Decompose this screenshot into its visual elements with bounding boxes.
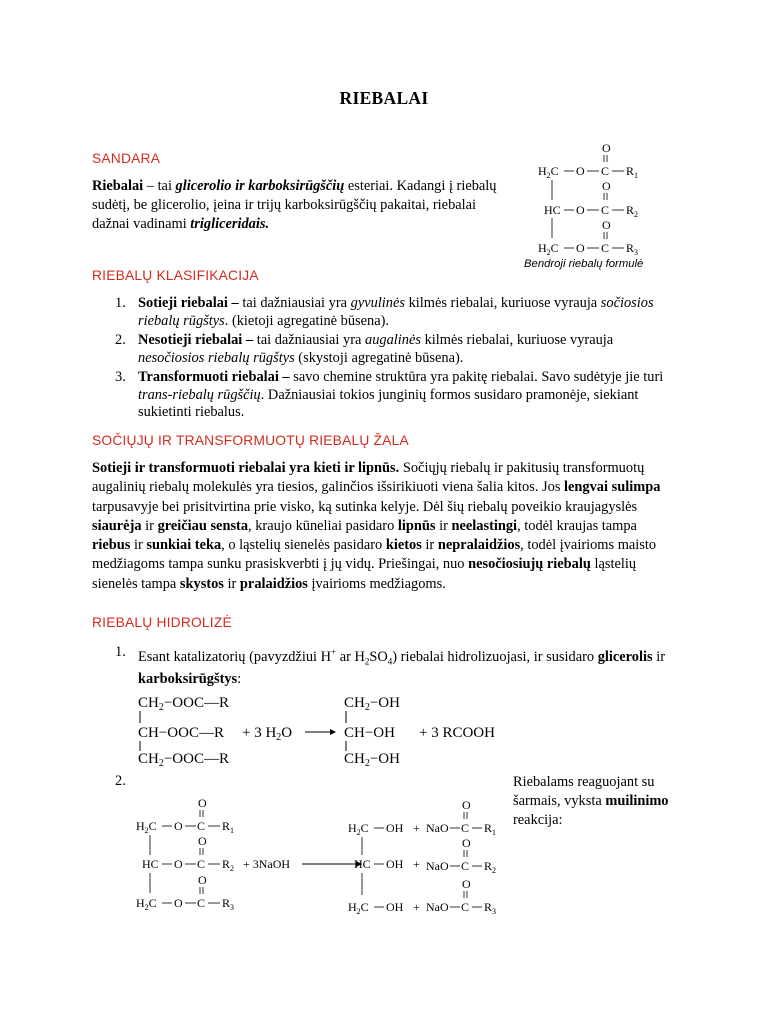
svg-text:CH−OOC—R: CH−OOC—R	[138, 725, 224, 741]
svg-text:HC: HC	[354, 857, 371, 871]
hydrolysis-reaction-acid	[130, 690, 510, 770]
heading-sandara: SANDARA	[92, 151, 161, 166]
svg-text:C: C	[461, 859, 470, 873]
svg-text:O: O	[462, 836, 471, 850]
svg-text:O: O	[462, 877, 471, 891]
carbonyl-o: O	[602, 141, 611, 155]
sandara-paragraph: Riebalai – tai glicerolio ir karboksirūgščių esteriai. Kadangi į riebalų sudėtį, be glicerolio, įeina ir trijų karboksirūgščių pakaitai, riebalai dažnai vadinami trigliceridais.	[92, 178, 497, 233]
svg-text:H2C: $H_2C$	[538, 164, 559, 180]
svg-text:+: +	[413, 900, 420, 914]
heading-zala: SOČIŲJŲ IR TRANSFORMUOTŲ RIEBALŲ ŽALA	[92, 433, 409, 448]
svg-text:C: C	[197, 819, 206, 833]
svg-text:O: O	[198, 834, 207, 848]
svg-text:+ 3 H2O: + 3 $H_2O$	[242, 725, 293, 743]
formula-row-2	[544, 179, 638, 219]
svg-text:O: O	[462, 798, 471, 812]
svg-text:NaO: NaO	[426, 821, 449, 835]
svg-text:O: O	[576, 241, 585, 255]
list-item: 2. Nesotieji riebalai – tai dažniausiai yra augalinės kilmės riebalai, kuriuose vyrauja nesočiosios riebalų rūgštys (skystoji agregatinė būsena).	[115, 332, 614, 366]
svg-text:O: O	[174, 896, 183, 910]
svg-text:HC: HC	[142, 857, 159, 871]
svg-text:OH: OH	[386, 821, 404, 835]
svg-text:H2C: $H_2C$	[348, 900, 369, 916]
zala-paragraph: Sotieji ir transformuoti riebalai yra kieti ir lipnūs. Sočiųjų riebalų ir pakitusių transformuotų augalinių riebalų molekulės yra tiesios, galinčios išsirikiuoti viena šalia kitos. Jos lengvai sulimpa tarpusavyje bei prisitvirtina prie visko, ką sutinka kelyje. Dėl šių riebalų poveikio kraujagyslės siaurėja ir greičiau sensta, kraujo kūneliai pasidaro lipnūs ir neelastingi, todėl kraujas tampa riebus ir sunkiai teka, o ląstelių sienelės pasidaro kietos ir nepralaidžios, todėl įvairioms maisto medžiagoms tampa sunku prasiskverbti į jų vidų. Priešingai, nuo nesočiosiujų riebalų ląstelių sienelės tampa skystos ir pralaidžios įvairioms medžiagoms.	[92, 460, 661, 592]
svg-text:+ 3 RCOOH: + 3 RCOOH	[419, 725, 495, 741]
hydrolysis-item-2-text: Riebalams reaguojant su šarmais, vyksta muilinimo reakcija:	[513, 774, 669, 828]
svg-text:C: C	[601, 203, 610, 217]
svg-text:R3: $R_3$	[626, 241, 639, 257]
svg-text:C: C	[461, 821, 470, 835]
svg-text:C: C	[461, 900, 470, 914]
formula-row-3	[538, 218, 638, 257]
svg-text:H2C: $H_2C$	[136, 896, 157, 912]
svg-text:+: +	[413, 857, 420, 871]
saponification-reaction	[130, 795, 510, 925]
svg-text:R1: $R_1$	[484, 821, 497, 837]
svg-text:CH−OH: CH−OH	[344, 725, 395, 741]
svg-text:O: O	[174, 819, 183, 833]
svg-text:OH: OH	[386, 857, 404, 871]
svg-text:H2C: $H_2C$	[136, 819, 157, 835]
svg-text:R1: $R_1$	[222, 819, 235, 835]
svg-text:O: O	[198, 873, 207, 887]
svg-text:CH2−OH: $CH_2-OH$	[344, 695, 400, 713]
svg-text:NaO: NaO	[426, 859, 449, 873]
svg-text:O: O	[198, 796, 207, 810]
svg-text:C: C	[197, 896, 206, 910]
svg-text:+: +	[413, 821, 420, 835]
svg-text:R3: $R_3$	[222, 896, 235, 912]
svg-text:H2C: $H_2C$	[538, 241, 559, 257]
svg-text:O: O	[602, 218, 611, 232]
svg-text:O: O	[602, 179, 611, 193]
figure-caption: Bendroji riebalų formulė	[524, 258, 644, 270]
svg-text:HC: HC	[544, 203, 561, 217]
triglyceride-formula-figure	[532, 140, 692, 275]
svg-text:CH2−OOC—R: $CH_2-OOC—R$	[138, 751, 229, 769]
formula-row-1	[538, 141, 638, 180]
svg-text:C: C	[601, 241, 610, 255]
classification-list	[90, 295, 680, 422]
svg-text:NaO: NaO	[426, 900, 449, 914]
svg-text:+ 3NaOH: + 3NaOH	[243, 857, 291, 871]
hydrolysis-item-1: 1. Esant katalizatorių (pavyzdžiui H+ ar $H_2SO_4$) riebalai hidrolizuojasi, ir susidaro glicerolis ir karboksirūgštys:	[115, 644, 665, 688]
list-item: 1. Sotieji riebalai – tai dažniausiai yra gyvulinės kilmės riebalai, kuriuose vyrauja sočiosios riebalų rūgštys. (kietoji agregatinė būsena).	[115, 295, 654, 329]
hydrolysis-item-2-num: 2.	[115, 773, 126, 789]
term-riebalai: Riebalai	[92, 178, 144, 194]
svg-text:OH: OH	[386, 900, 404, 914]
heading-hidrolize: RIEBALŲ HIDROLIZĖ	[92, 615, 232, 630]
svg-text:O: O	[576, 164, 585, 178]
svg-text:C: C	[197, 857, 206, 871]
svg-text:C: C	[601, 164, 610, 178]
svg-text:O: O	[576, 203, 585, 217]
page-title: RIEBALAI	[339, 88, 429, 108]
svg-text:R3: $R_3$	[484, 900, 497, 916]
list-item: 3. Transformuoti riebalai – savo chemine struktūra yra pakitę riebalai. Savo sudėtyje jie turi trans-riebalų rūgščių. Dažniausiai tokios junginių formos susidaro pramonėje, siekiant sukietinti riebalus.	[115, 369, 664, 420]
svg-text:R2: $R_2$	[484, 859, 497, 875]
heading-klasifikacija: RIEBALŲ KLASIFIKACIJA	[92, 268, 259, 283]
svg-text:H2C: $H_2C$	[348, 821, 369, 837]
svg-text:CH2−OH: $CH_2-OH$	[344, 751, 400, 769]
svg-text:R1: $R_1$	[626, 164, 639, 180]
svg-text:R2: $R_2$	[626, 203, 639, 219]
svg-text:O: O	[174, 857, 183, 871]
svg-text:R2: $R_2$	[222, 857, 235, 873]
svg-text:CH2−OOC—R: $CH_2-OOC—R$	[138, 695, 229, 713]
